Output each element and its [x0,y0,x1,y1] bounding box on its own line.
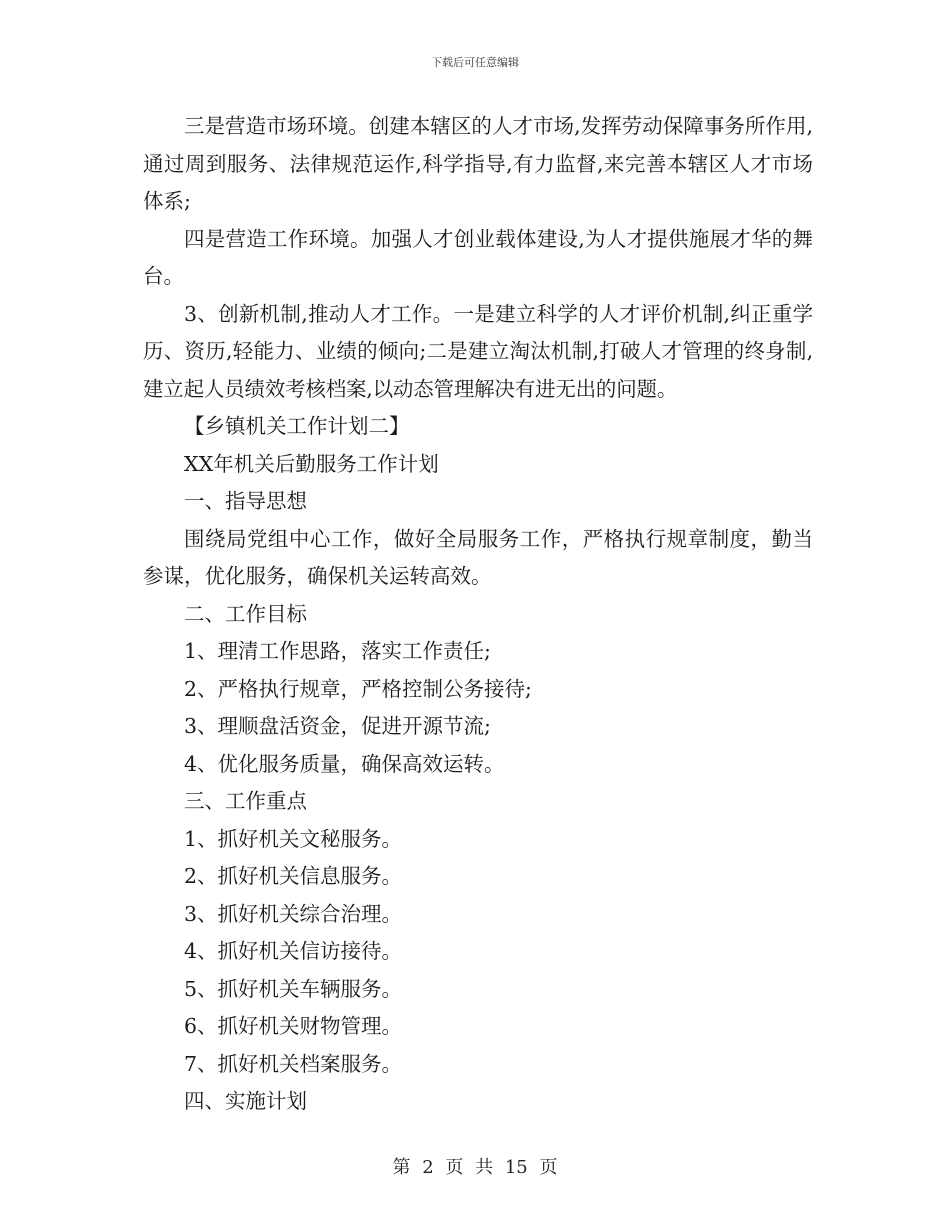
page-header-note: 下载后可任意编辑 [431,56,519,69]
heading-implementation-plan: 四、实施计划 [184,1089,307,1113]
list-item-goal: 1、理清工作思路，落实工作责任; [184,639,491,663]
list-item-focus: 6、抓好机关财物管理。 [184,1014,403,1038]
section-title: 【乡镇机关工作计划二】 [184,414,410,438]
list-item-goal: 4、优化服务质量，确保高效运转。 [184,751,505,776]
list-item-focus: 2、抓好机关信息服务。 [184,864,403,888]
list-item-focus: 1、抓好机关文秘服务。 [184,826,403,851]
document-title: XX年机关后勤服务工作计划 [184,451,439,476]
heading-work-focus: 三、工作重点 [184,789,307,813]
list-item-focus: 4、抓好机关信访接待。 [184,939,403,963]
paragraph-innovation-mechanism: 3、创新机制,推动人才工作。一是建立科学的人才评价机制,纠正重学历、资历,轻能力、业绩的倾向;二是建立淘汰机制,打破人才管理的终身制,建立起人员绩效考核档案,以动态管理解决有进无出的问题。 [143,301,813,401]
list-item-focus: 7、抓好机关档案服务。 [184,1051,403,1076]
paragraph-work-environment: 四是营造工作环境。加强人才创业载体建设,为人才提供施展才华的舞台。 [143,226,813,288]
paragraph-guiding-thought: 围绕局党组中心工作，做好全局服务工作，严格执行规章制度，勤当参谋，优化服务，确保机关运转高效。 [143,526,813,588]
list-item-focus: 3、抓好机关综合治理。 [184,901,403,926]
page-number-footer: 第 2 页 共 15 页 [392,1157,558,1178]
list-item-focus: 5、抓好机关车辆服务。 [184,976,403,1001]
list-item-goal: 3、理顺盘活资金，促进开源节流; [184,714,491,738]
heading-work-goals: 二、工作目标 [184,601,307,626]
heading-guiding-thought: 一、指导思想 [184,489,307,513]
document-body [143,108,813,1121]
paragraph-market-environment: 三是营造市场环境。创建本辖区的人才市场,发挥劳动保障事务所作用,通过周到服务、法律规范运作,科学指导,有力监督,来完善本辖区人才市场体系; [143,114,813,213]
list-item-goal: 2、严格执行规章，严格控制公务接待; [184,676,532,701]
